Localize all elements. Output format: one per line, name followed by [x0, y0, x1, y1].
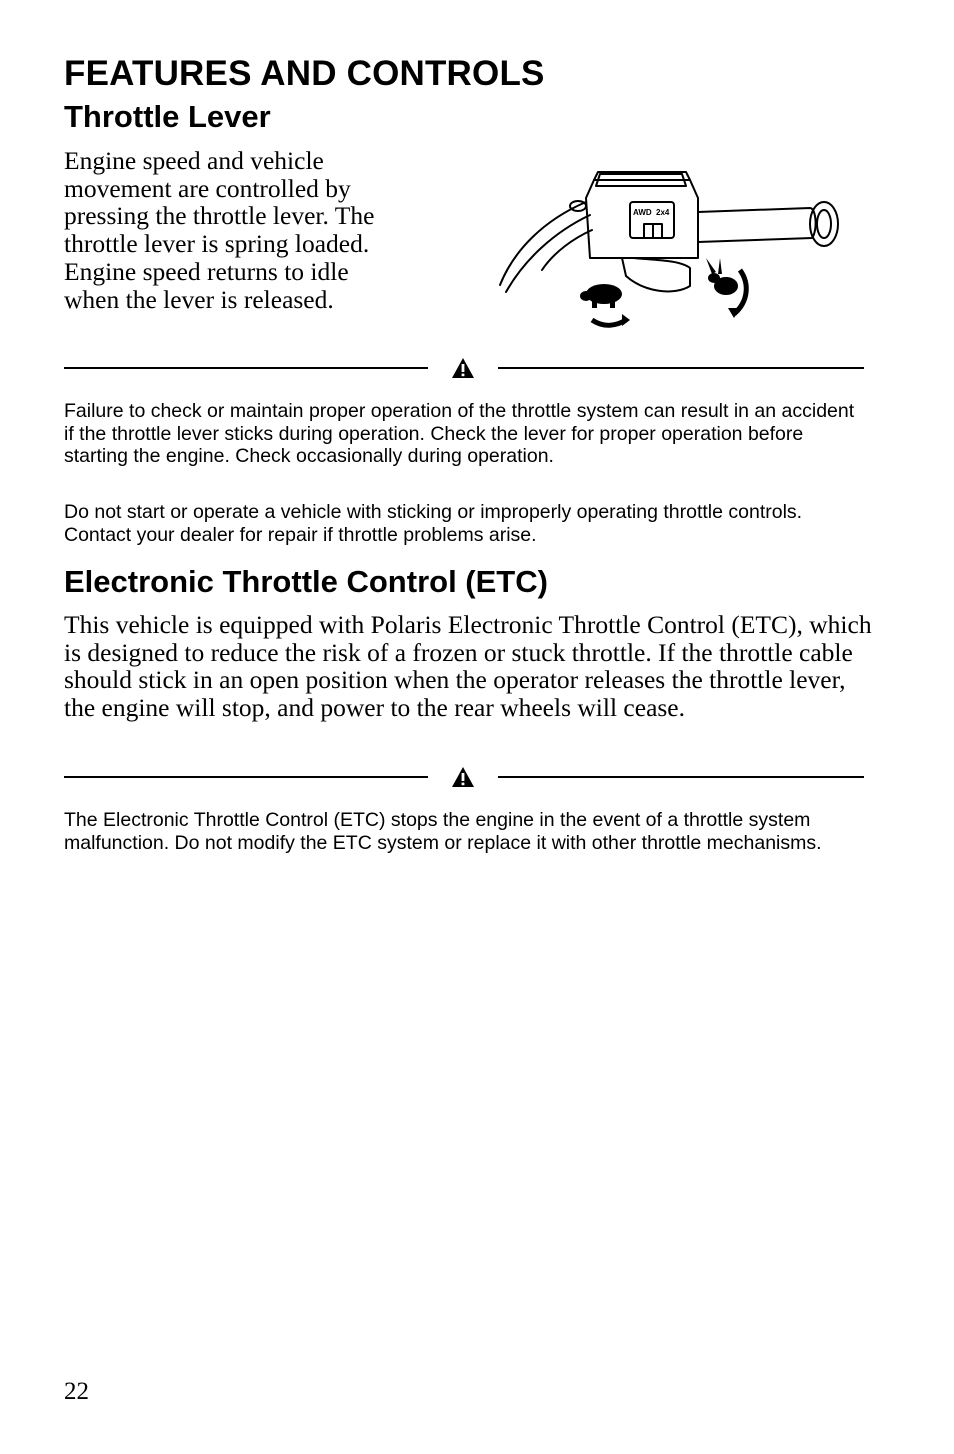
rabbit-fast-icon [706, 258, 746, 318]
etc-body: This vehicle is equipped with Polaris Electronic Throttle Control (ETC), which is designed to reduce the risk of a frozen or stuck throttle. If the throttle cable should stick in an open position when the operator releases the throttle lever, the engine will stop, and power to the rear wheels will cease. [64, 610, 872, 723]
etc-heading: Electronic Throttle Control (ETC) [64, 564, 548, 599]
warning-paragraph: The Electronic Throttle Control (ETC) stops the engine in the event of a throttle system malfunction. Do not modify the ETC system or replace it with other throttle mechanisms. [64, 809, 822, 854]
warning-paragraph: Do not start or operate a vehicle with sticking or improperly operating throttle controls. Contact your dealer for repair if throttle problems arise. [64, 501, 803, 546]
switch-label-awd: AWD [633, 208, 652, 217]
warning-divider [64, 357, 864, 381]
page-title: FEATURES AND CONTROLS [64, 54, 545, 93]
page-number: 22 [64, 1378, 89, 1405]
warning-paragraph: Failure to check or maintain proper operation of the throttle system can result in an accident if the throttle lever sticks during operation. Check the lever for proper operation before starting the engine. Check occasionally during operation. [64, 400, 855, 468]
warning-triangle-icon [451, 357, 475, 379]
switch-label-2x4: 2x4 [656, 208, 670, 217]
warning-triangle-icon [451, 766, 475, 788]
throttle-lever-intro: Engine speed and vehicle movement are controlled by pressing the throttle lever. The throttle lever is spring loaded. Engine speed returns to idle when the lever is released. [64, 146, 375, 314]
turtle-slow-icon [580, 284, 630, 326]
throttle-lever-heading: Throttle Lever [64, 99, 271, 134]
warning-divider [64, 766, 864, 790]
throttle-lever-illustration [494, 160, 854, 340]
